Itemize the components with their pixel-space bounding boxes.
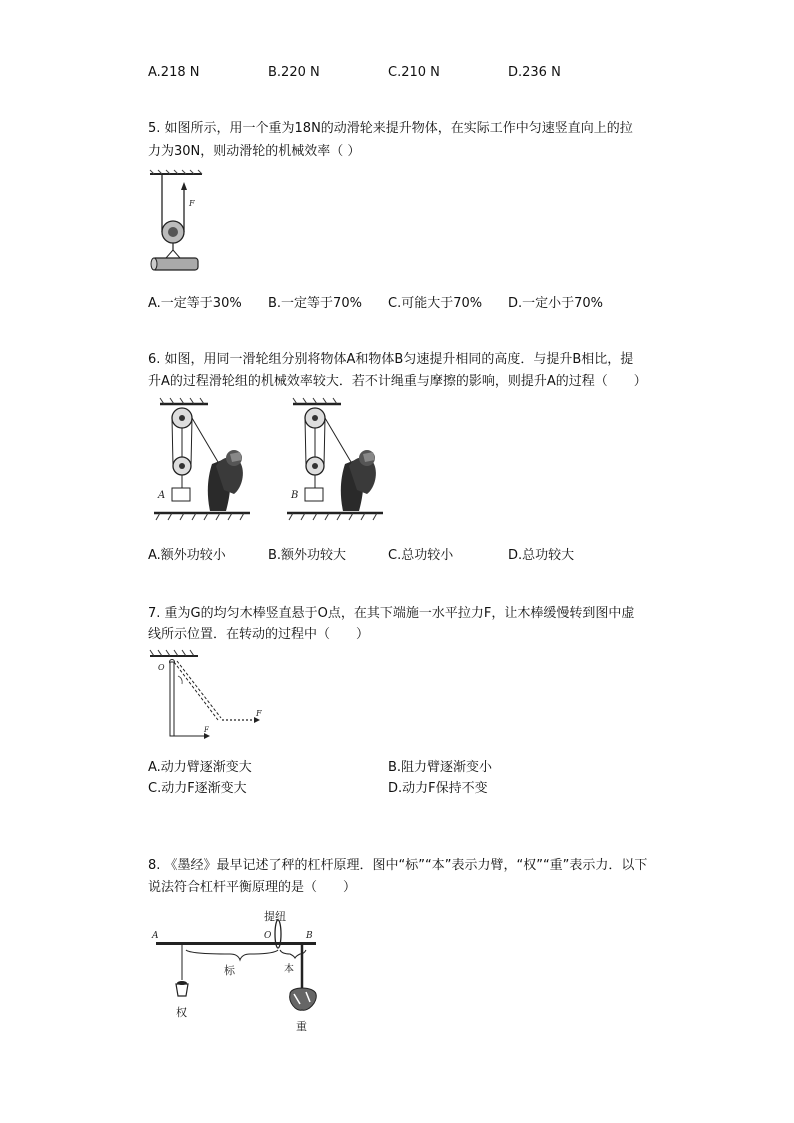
q5-force-label: F — [189, 199, 195, 208]
q7-lever-figure — [148, 650, 268, 742]
q8-steelyard-figure — [150, 906, 325, 1036]
q6-option-c[interactable]: C.总功较小 — [388, 548, 454, 563]
q6-option-d[interactable]: D.总功较大 — [508, 548, 575, 563]
q8-biao-label: 标 — [224, 964, 235, 977]
q6-option-b[interactable]: B.额外功较大 — [268, 548, 347, 563]
q8-point-b-label: B — [306, 931, 313, 941]
q5-stem-line-2: 力为30N，则动滑轮的机械效率（ ） — [148, 144, 361, 159]
q6-option-a[interactable]: A.额外功较小 — [148, 548, 226, 563]
q5-option-c[interactable]: C.可能大于70% — [388, 296, 483, 311]
q8-stem-line-1: 8. 《墨经》最早记述了秤的杠杆原理．图中“标”“本”表示力臂，“权”“重”表示力．以下 — [148, 858, 648, 873]
q8-quan-label: 权 — [176, 1006, 187, 1019]
q7-bottom-force-label: F — [204, 726, 209, 734]
q7-force-label: F — [256, 709, 262, 718]
q8-grip-label: 提纽 — [264, 910, 286, 923]
q5-pulley-figure — [146, 170, 206, 275]
q5-option-d[interactable]: D.一定小于70% — [508, 296, 604, 311]
q6-stem-line-2: 升A的过程滑轮组的机械效率较大．若不计绳重与摩擦的影响，则提升A的过程（ ） — [148, 374, 647, 389]
q6-pulley-figure-b — [283, 396, 388, 526]
q7-option-b[interactable]: B.阻力臂逐渐变小 — [388, 760, 493, 775]
q8-ben-label: 本 — [284, 964, 294, 975]
q4-option-b[interactable]: B.220 N — [268, 65, 320, 80]
q7-option-d[interactable]: D.动力F保持不变 — [388, 781, 488, 796]
q8-zhong-label: 重 — [296, 1020, 307, 1033]
q5-option-b[interactable]: B.一定等于70% — [268, 296, 362, 311]
q4-option-c[interactable]: C.210 N — [388, 65, 440, 80]
q7-option-a[interactable]: A.动力臂逐渐变大 — [148, 760, 252, 775]
q8-point-o-label: O — [264, 931, 272, 941]
q4-option-a[interactable]: A.218 N — [148, 65, 200, 80]
q5-stem-line-1: 5. 如图所示，用一个重为18N的动滑轮来提升物体，在实际工作中匀速竖直向上的拉 — [148, 121, 633, 136]
q8-point-a-label: A — [152, 931, 159, 941]
q6-pulley-figure-a — [150, 396, 255, 526]
q5-option-a[interactable]: A.一定等于30% — [148, 296, 242, 311]
q4-option-d[interactable]: D.236 N — [508, 65, 561, 80]
q7-option-c[interactable]: C.动力F逐渐变大 — [148, 781, 247, 796]
q6-label-b: B — [291, 490, 299, 501]
q6-label-a: A — [158, 490, 166, 501]
q8-stem-line-2: 说法符合杠杆平衡原理的是（ ） — [148, 880, 357, 895]
q6-stem-line-1: 6. 如图，用同一滑轮组分别将物体A和物体B匀速提升相同的高度．与提升B相比，提 — [148, 352, 634, 367]
q7-stem-line-1: 7. 重为G的均匀木棒竖直悬于O点，在其下端施一水平拉力F，让木棒缓慢转到图中虚 — [148, 606, 635, 621]
q7-pivot-label: O — [158, 663, 165, 672]
q7-stem-line-2: 线所示位置．在转动的过程中（ ） — [148, 627, 370, 642]
